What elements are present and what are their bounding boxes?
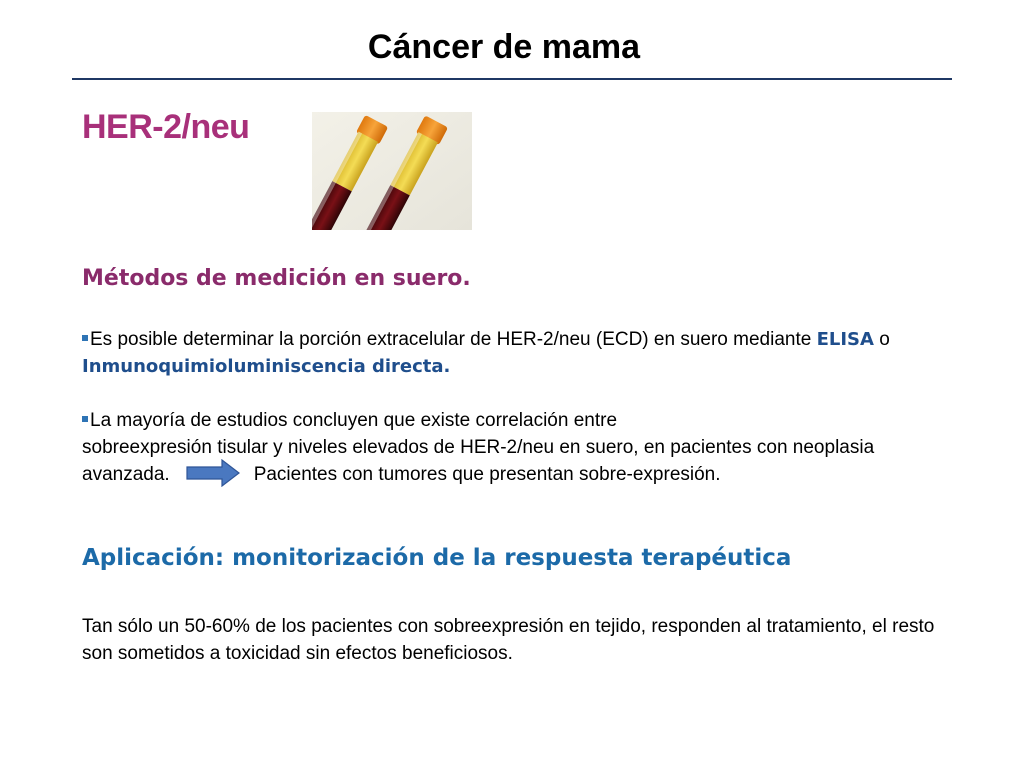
methods-heading: Métodos de medición en suero. [82,266,471,291]
connector-text: o [873,329,890,350]
marker-title: HER-2/neu [82,108,250,146]
blood-tubes-image [312,112,472,230]
slide-title: Cáncer de mama [367,28,641,66]
title-divider [72,78,952,80]
bullet-square-icon [82,416,88,422]
bullet-correlation-text-a: La mayoría de estudios concluyen que existe correlación entre [90,410,618,431]
highlight-elisa: ELISA [816,329,874,350]
bullet-correlation-text-b: sobreexpresión tisular y niveles elevados de HER-2/neu en suero, en pacientes con neoplasia avanzada. [82,437,875,486]
right-arrow-icon [186,459,240,487]
application-heading: Aplicación: monitorización de la respuesta terapéutica [82,545,792,571]
bullet-square-icon [82,335,88,341]
bullet-elisa-text: Es posible determinar la porción extracelular de HER-2/neu (ECD) en suero mediante [90,329,817,350]
highlight-inmuno: Inmunoquimioluminiscencia directa. [82,356,451,377]
bullet-elisa [82,326,952,380]
bullet-correlation [82,407,952,489]
bullet-correlation-text-c: Pacientes con tumores que presentan sobre-expresión. [253,464,721,486]
response-note: Tan sólo un 50-60% de los pacientes con sobreexpresión en tejido, responden al tratamiento, el resto son sometidos a toxicidad sin efectos beneficiosos. [82,616,935,664]
